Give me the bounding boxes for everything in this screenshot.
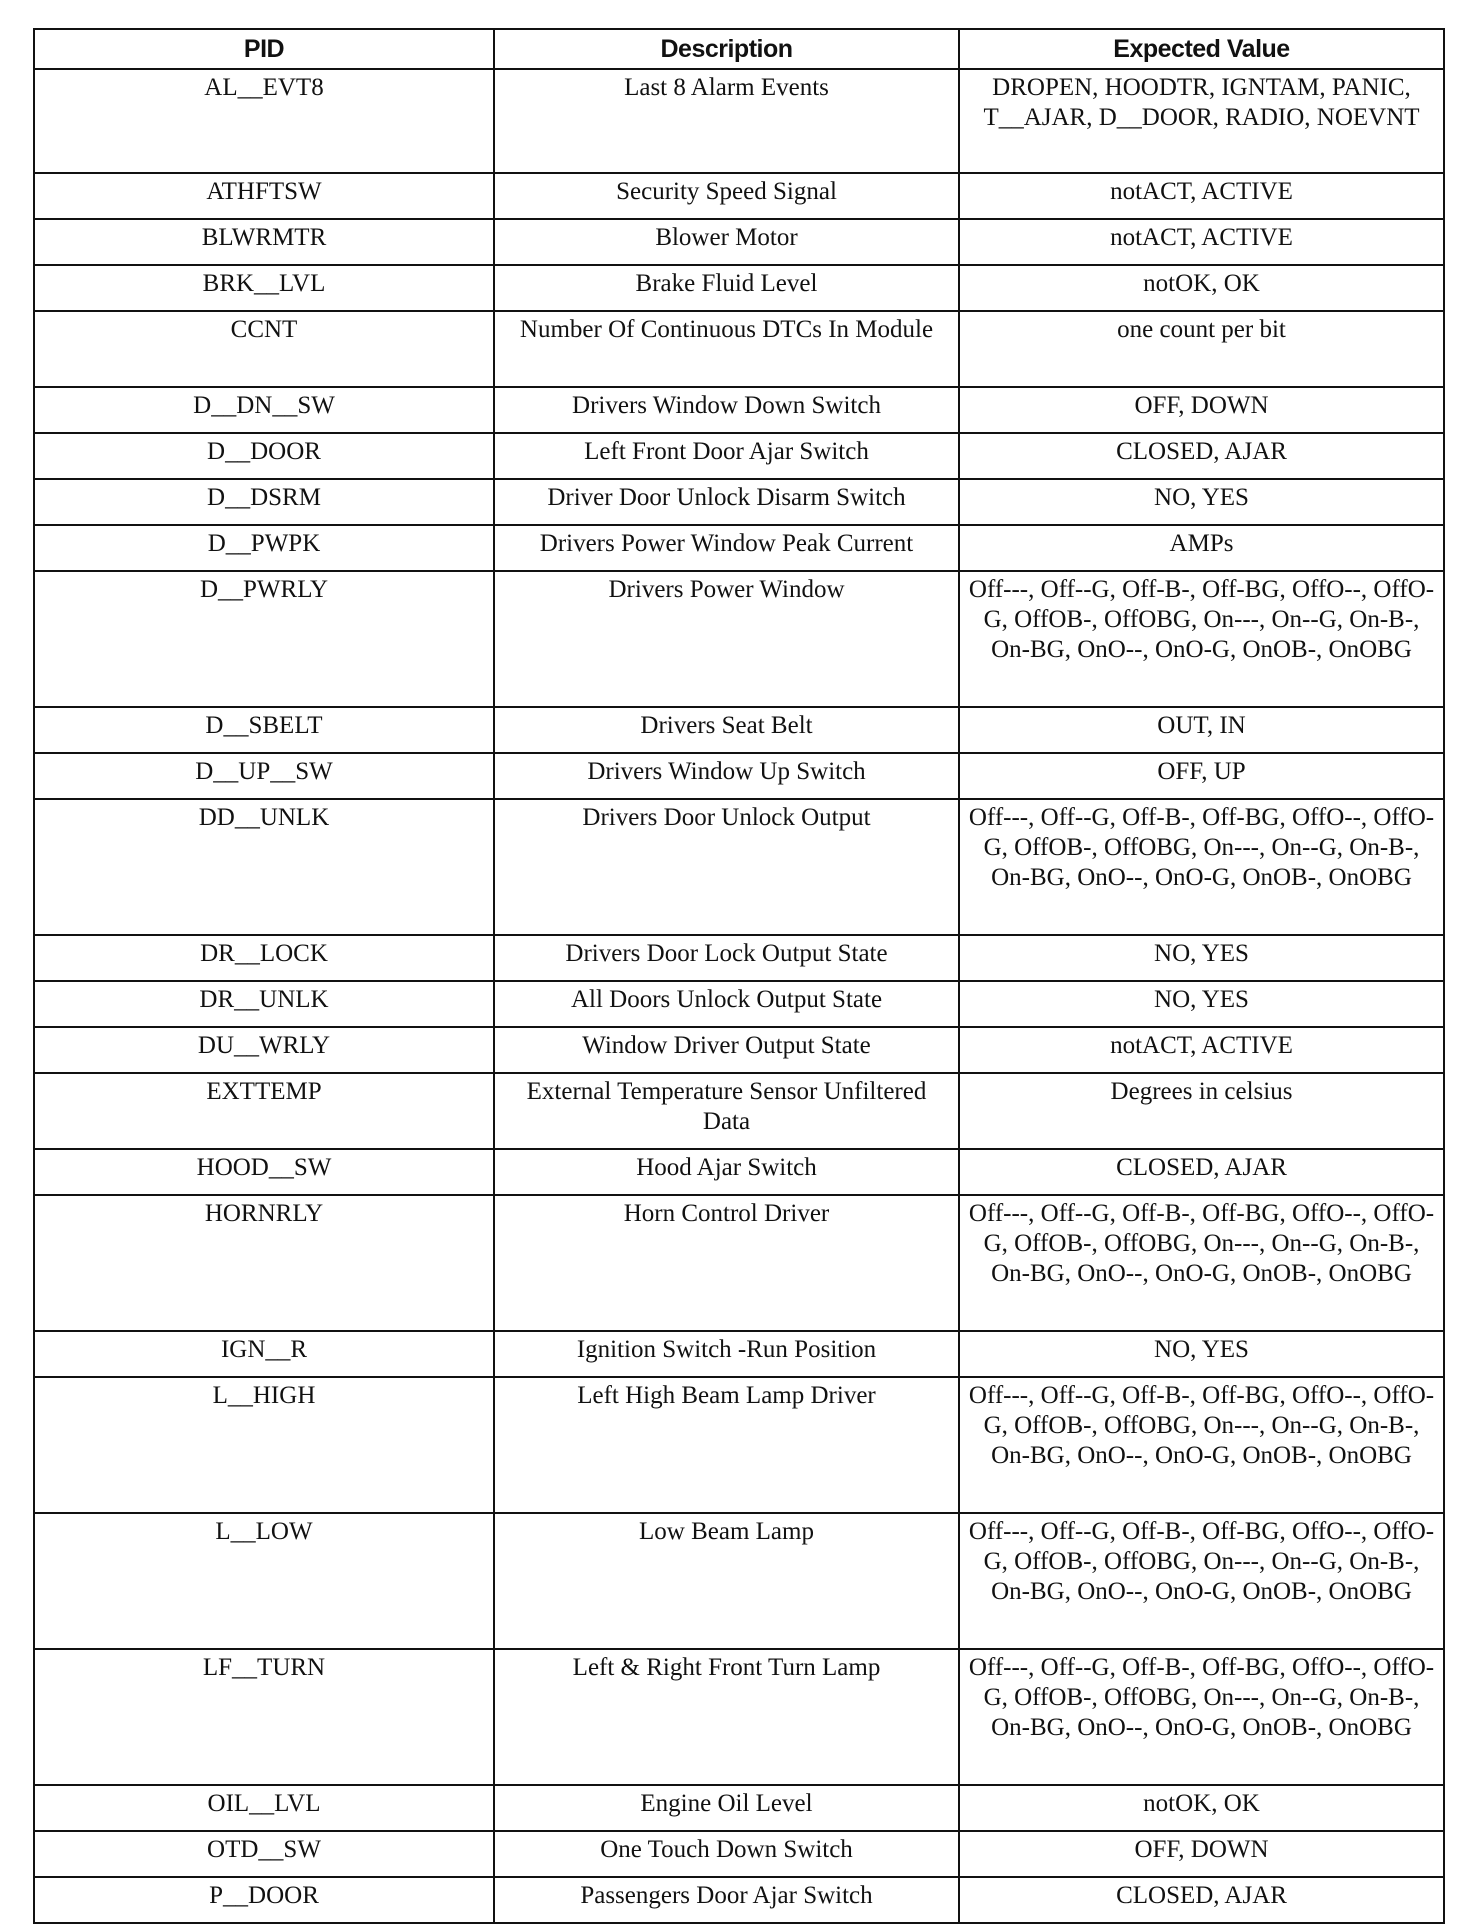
- header-expected-value: Expected Value: [959, 29, 1444, 69]
- description-cell: Drivers Window Up Switch: [494, 753, 959, 799]
- expected-value-cell: NO, YES: [959, 981, 1444, 1027]
- expected-value-cell: OFF, UP: [959, 753, 1444, 799]
- expected-value-cell: notACT, ACTIVE: [959, 173, 1444, 219]
- pid-cell: DR__LOCK: [34, 935, 494, 981]
- description-cell: Last 8 Alarm Events: [494, 69, 959, 173]
- description-cell: One Touch Down Switch: [494, 1831, 959, 1877]
- expected-value-cell: NO, YES: [959, 479, 1444, 525]
- table-row: [34, 981, 1444, 1027]
- table-row: [34, 219, 1444, 265]
- expected-value-cell: notOK, OK: [959, 1785, 1444, 1831]
- pid-cell: D__PWPK: [34, 525, 494, 571]
- pid-cell: DU__WRLY: [34, 1027, 494, 1073]
- table-row: [34, 265, 1444, 311]
- expected-value-cell: NO, YES: [959, 1331, 1444, 1377]
- pid-cell: D__PWRLY: [34, 571, 494, 707]
- table-row: [34, 1027, 1444, 1073]
- description-cell: Number Of Continuous DTCs In Module: [494, 311, 959, 387]
- table-row: [34, 1377, 1444, 1513]
- description-cell: Drivers Power Window Peak Current: [494, 525, 959, 571]
- description-cell: Passengers Door Ajar Switch: [494, 1877, 959, 1923]
- description-cell: All Doors Unlock Output State: [494, 981, 959, 1027]
- description-cell: Drivers Power Window: [494, 571, 959, 707]
- expected-value-cell: Degrees in celsius: [959, 1073, 1444, 1149]
- pid-cell: D__UP__SW: [34, 753, 494, 799]
- pid-cell: BRK__LVL: [34, 265, 494, 311]
- description-cell: Left & Right Front Turn Lamp: [494, 1649, 959, 1785]
- description-cell: Drivers Seat Belt: [494, 707, 959, 753]
- table-row: [34, 173, 1444, 219]
- expected-value-cell: CLOSED, AJAR: [959, 1877, 1444, 1923]
- expected-value-cell: notACT, ACTIVE: [959, 1027, 1444, 1073]
- pid-cell: P__DOOR: [34, 1877, 494, 1923]
- table-row: [34, 1649, 1444, 1785]
- pid-cell: OTD__SW: [34, 1831, 494, 1877]
- pid-table: [33, 28, 1445, 1924]
- pid-cell: OIL__LVL: [34, 1785, 494, 1831]
- pid-cell: D__DOOR: [34, 433, 494, 479]
- pid-cell: DR__UNLK: [34, 981, 494, 1027]
- pid-cell: DD__UNLK: [34, 799, 494, 935]
- pid-cell: D__DN__SW: [34, 387, 494, 433]
- expected-value-cell: Off---, Off--G, Off-B-, Off-BG, OffO--, OffO-G, OffOB-, OffOBG, On---, On--G, On-B-, On-BG, OnO--, OnO-G, OnOB-, OnOBG: [959, 1195, 1444, 1331]
- expected-value-cell: OUT, IN: [959, 707, 1444, 753]
- table-row: [34, 935, 1444, 981]
- pid-cell: EXTTEMP: [34, 1073, 494, 1149]
- description-cell: Security Speed Signal: [494, 173, 959, 219]
- pid-cell: L__HIGH: [34, 1377, 494, 1513]
- table-row: [34, 525, 1444, 571]
- table-row: [34, 311, 1444, 387]
- header-description: Description: [494, 29, 959, 69]
- pid-table-sheet: [33, 28, 1443, 1924]
- description-cell: Drivers Door Lock Output State: [494, 935, 959, 981]
- table-row: [34, 753, 1444, 799]
- description-cell: Brake Fluid Level: [494, 265, 959, 311]
- pid-cell: CCNT: [34, 311, 494, 387]
- description-cell: Left High Beam Lamp Driver: [494, 1377, 959, 1513]
- expected-value-cell: AMPs: [959, 525, 1444, 571]
- description-cell: Drivers Door Unlock Output: [494, 799, 959, 935]
- description-cell: Horn Control Driver: [494, 1195, 959, 1331]
- table-row: [34, 387, 1444, 433]
- expected-value-cell: Off---, Off--G, Off-B-, Off-BG, OffO--, OffO-G, OffOB-, OffOBG, On---, On--G, On-B-, On-BG, OnO--, OnO-G, OnOB-, OnOBG: [959, 799, 1444, 935]
- expected-value-cell: notOK, OK: [959, 265, 1444, 311]
- table-row: [34, 433, 1444, 479]
- table-row: [34, 799, 1444, 935]
- table-row: [34, 1513, 1444, 1649]
- expected-value-cell: DROPEN, HOODTR, IGNTAM, PANIC, T__AJAR, D__DOOR, RADIO, NOEVNT: [959, 69, 1444, 173]
- expected-value-cell: Off---, Off--G, Off-B-, Off-BG, OffO--, OffO-G, OffOB-, OffOBG, On---, On--G, On-B-, On-BG, OnO--, OnO-G, OnOB-, OnOBG: [959, 1377, 1444, 1513]
- expected-value-cell: NO, YES: [959, 935, 1444, 981]
- expected-value-cell: one count per bit: [959, 311, 1444, 387]
- table-row: [34, 1073, 1444, 1149]
- description-cell: Driver Door Unlock Disarm Switch: [494, 479, 959, 525]
- table-row: [34, 1195, 1444, 1331]
- description-cell: Blower Motor: [494, 219, 959, 265]
- expected-value-cell: CLOSED, AJAR: [959, 1149, 1444, 1195]
- header-pid: PID: [34, 29, 494, 69]
- description-cell: Drivers Window Down Switch: [494, 387, 959, 433]
- pid-cell: D__SBELT: [34, 707, 494, 753]
- description-cell: External Temperature Sensor Unfiltered Data: [494, 1073, 959, 1149]
- table-row: [34, 1331, 1444, 1377]
- description-cell: Low Beam Lamp: [494, 1513, 959, 1649]
- pid-cell: BLWRMTR: [34, 219, 494, 265]
- pid-cell: ATHFTSW: [34, 173, 494, 219]
- table-row: [34, 69, 1444, 173]
- table-row: [34, 1877, 1444, 1923]
- expected-value-cell: Off---, Off--G, Off-B-, Off-BG, OffO--, OffO-G, OffOB-, OffOBG, On---, On--G, On-B-, On-BG, OnO--, OnO-G, OnOB-, OnOBG: [959, 1649, 1444, 1785]
- pid-cell: AL__EVT8: [34, 69, 494, 173]
- description-cell: Window Driver Output State: [494, 1027, 959, 1073]
- description-cell: Ignition Switch -Run Position: [494, 1331, 959, 1377]
- pid-cell: L__LOW: [34, 1513, 494, 1649]
- table-row: [34, 1149, 1444, 1195]
- pid-cell: HOOD__SW: [34, 1149, 494, 1195]
- description-cell: Engine Oil Level: [494, 1785, 959, 1831]
- expected-value-cell: Off---, Off--G, Off-B-, Off-BG, OffO--, OffO-G, OffOB-, OffOBG, On---, On--G, On-B-, On-BG, OnO--, OnO-G, OnOB-, OnOBG: [959, 1513, 1444, 1649]
- description-cell: Left Front Door Ajar Switch: [494, 433, 959, 479]
- table-row: [34, 1785, 1444, 1831]
- table-row: [34, 571, 1444, 707]
- expected-value-cell: CLOSED, AJAR: [959, 433, 1444, 479]
- pid-cell: LF__TURN: [34, 1649, 494, 1785]
- table-row: [34, 1831, 1444, 1877]
- pid-cell: D__DSRM: [34, 479, 494, 525]
- table-row: [34, 479, 1444, 525]
- table-body: [34, 69, 1444, 1923]
- description-cell: Hood Ajar Switch: [494, 1149, 959, 1195]
- table-row: [34, 707, 1444, 753]
- expected-value-cell: notACT, ACTIVE: [959, 219, 1444, 265]
- expected-value-cell: OFF, DOWN: [959, 387, 1444, 433]
- pid-cell: IGN__R: [34, 1331, 494, 1377]
- expected-value-cell: OFF, DOWN: [959, 1831, 1444, 1877]
- pid-cell: HORNRLY: [34, 1195, 494, 1331]
- header-row: [34, 29, 1444, 69]
- expected-value-cell: Off---, Off--G, Off-B-, Off-BG, OffO--, OffO-G, OffOB-, OffOBG, On---, On--G, On-B-, On-BG, OnO--, OnO-G, OnOB-, OnOBG: [959, 571, 1444, 707]
